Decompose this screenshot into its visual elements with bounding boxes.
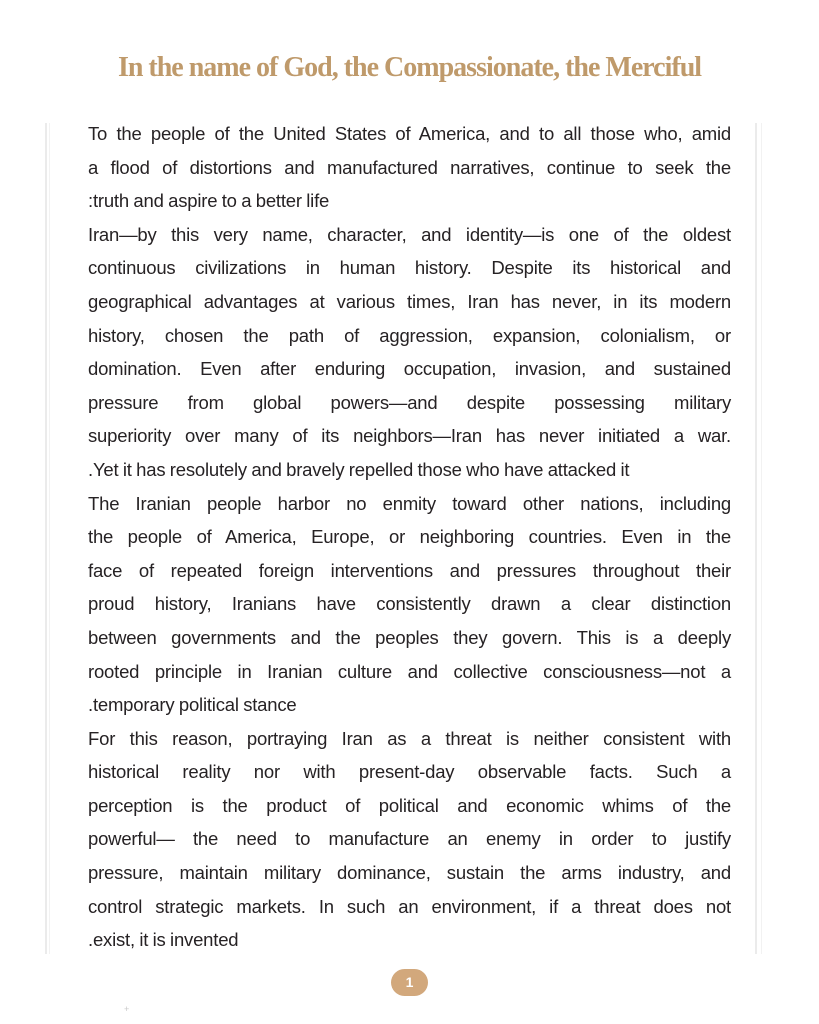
page-edge-line-left-inner xyxy=(49,123,50,954)
body-text xyxy=(88,117,731,957)
page-edge-line-left-outer xyxy=(45,123,47,954)
text-line: continuous civilizations in human history. Despite its historical and xyxy=(88,257,731,279)
text-line: face of repeated foreign interventions and pressures throughout their xyxy=(88,559,731,581)
text-line: rooted principle in Iranian culture and collective consciousness—not a xyxy=(88,660,731,682)
text-line: To the people of the United States of America, and to all those who, amid xyxy=(88,123,731,144)
text-line: domination. Even after enduring occupation, invasion, and sustained xyxy=(88,358,731,380)
text-line: :truth and aspire to a better life xyxy=(88,190,330,212)
text-line: proud history, Iranians have consistently drawn a clear distinction xyxy=(88,593,731,615)
text-line: superiority over many of its neighbors—Iran has never initiated a war. xyxy=(88,425,731,447)
page-number-badge: 1 xyxy=(391,969,428,996)
text-line: powerful— the need to manufacture an enemy in order to justify xyxy=(88,828,731,850)
text-line: control strategic markets. In such an environment, if a threat does not xyxy=(88,895,731,917)
page-edge-line-right-outer xyxy=(761,123,762,954)
text-line: .Yet it has resolutely and bravely repelled those who have attacked it xyxy=(88,458,630,480)
text-line: Iran—by this very name, character, and identity—is one of the oldest xyxy=(88,223,731,245)
text-line: historical reality nor with present-day observable facts. Such a xyxy=(88,761,731,783)
text-line: .exist, it is invented xyxy=(88,929,239,951)
stray-mark: + xyxy=(124,1004,130,1014)
text-line: between governments and the peoples they govern. This is a deeply xyxy=(88,626,731,648)
text-line: perception is the product of political and economic whims of the xyxy=(88,794,731,816)
text-line: pressure from global powers—and despite possessing military xyxy=(88,391,731,413)
text-line: a flood of distortions and manufactured narratives, continue to seek the xyxy=(88,156,731,178)
text-line: history, chosen the path of aggression, expansion, colonialism, or xyxy=(88,324,731,346)
text-line: The Iranian people harbor no enmity toward other nations, including xyxy=(88,492,731,514)
text-line: For this reason, portraying Iran as a threat is neither consistent with xyxy=(88,727,731,749)
page-edge-line-right-inner xyxy=(755,123,757,954)
page-title: In the name of God, the Compassionate, the Merciful xyxy=(117,52,702,83)
text-line: the people of America, Europe, or neighboring countries. Even in the xyxy=(88,526,731,548)
text-line: geographical advantages at various times, Iran has never, in its modern xyxy=(88,290,731,312)
text-line: pressure, maintain military dominance, sustain the arms industry, and xyxy=(88,862,731,884)
text-line: .temporary political stance xyxy=(88,694,297,716)
